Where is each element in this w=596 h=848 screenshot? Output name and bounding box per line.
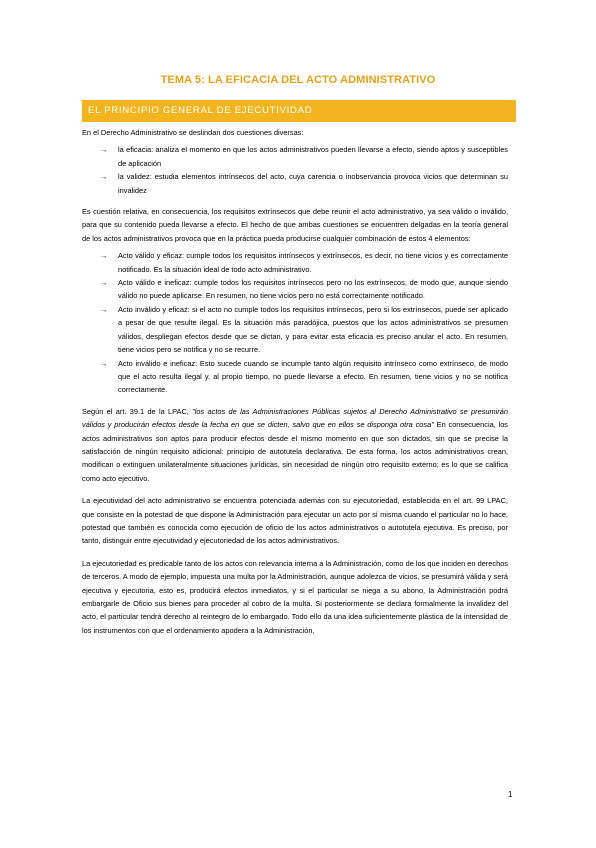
- section-heading-bar: [82, 100, 516, 122]
- arrow-icon: →: [100, 278, 108, 288]
- list-item-text: Acto válido y eficaz: cumple todos los requisitos intrínsecos y extrínsecos, es decir, no tiene vicios y es correctamente notificado. Es la situación ideal de todo acto administrativo.: [118, 251, 508, 274]
- paragraph-extrinsic-requirements: Es cuestión relativa, en consecuencia, los requisitos extrínsecos que debe reunir el acto administrativo, ya sea válido o inválido, para que su contenido pueda llevarse a efecto. El hecho de que ambas cuestiones se encuentren delgadas en la teoría general de los actos administrativos provoca que en la práctica pueda producirse cualquier combinación de estos 4 elementos:: [82, 207, 508, 243]
- paragraph-ejecutoriedad: La ejecutividad del acto administrativo se encuentra potenciada además con su ejecutoriedad, establecida en el art. 99 LPAC, que consiste en la potestad de que dispone la Administración para ejecutar un acto por sí misma cuando el particular no lo hace, potestad que también es conocida como ejecución de oficio de los actos administrativos o autotutela ejecutiva. Es preciso, por tanto, distinguir entre ejecutividad y ejecutoriedad de los actos administrativos.: [82, 496, 508, 546]
- paragraph-ejemplo-multa: La ejecutoriedad es predicable tanto de los actos con relevancia interna a la Administración, como de los que inciden en derechos de terceros. A modo de ejemplo, impuesta una multa por la Administración, aunque adolezca de vicios, se presumirá válida y será ejecutiva y ejecutoria, esto es, producirá efectos inmediatos, y si el particular se niega a su abono, la Administración podrá embargarle de Oficio sus bienes para proceder al cobro de la multa. Si posteriormente se declara formalmente la invalidez del acto, el particular tendrá derecho al reintegro de lo embargado. Todo ello da una idea suficientemente plástica de la intensidad de los instrumentos con que el ordenamiento apodera a la Administración,: [82, 558, 508, 635]
- paragraph-lead: Según el art. 39.1 de la LPAC,: [82, 406, 193, 416]
- document-body: [82, 122, 508, 637]
- page-number: 1: [508, 790, 513, 799]
- list-item-text: Acto válido e ineficaz: cumple todos los requisitos intrínsecos pero no los extrínsecos, de modo que, aunque siendo válido no puede aplicarse. En resumen, no tiene vicios pero no está correctamente notificado.: [118, 278, 508, 301]
- paragraph-art-39: [82, 405, 508, 485]
- arrow-icon: →: [100, 251, 108, 261]
- section-heading: EL PRINCIPIO GENERAL DE EJECUTIVIDAD: [88, 105, 313, 116]
- list-item-text: Acto inválido y eficaz: si el acto no cumple todos los requisitos intrínsecos, pero si los extrínsecos, puede ser aplicado a pesar de que resulte ilegal. Es la situación más paradójica, puestos que los actos administrativos se presumen válidos, despliegan efectos desde que se dictan, y para evitar esta eficacia es preciso anular el acto. En resumen, tiene vicios pero se notifica y no se recurre.: [118, 304, 508, 355]
- page-title: TEMA 5: LA EFICACIA DEL ACTO ADMINISTRATIVO: [160, 74, 436, 86]
- list-item: [82, 170, 508, 197]
- list-item: [82, 303, 508, 357]
- list-item: [82, 357, 508, 397]
- list-item: [82, 143, 508, 170]
- list-item: [82, 276, 508, 303]
- arrow-icon: →: [100, 304, 108, 314]
- legal-quote: "los actos de las Administraciones Públicas sujetos al Derecho Administrativo se presumirán válidos y producirán efectos desde la fecha en que se dicten, salvo que en ellos se disponga otra cosa": [82, 406, 508, 430]
- arrow-icon: →: [100, 145, 108, 155]
- arrow-icon: →: [100, 358, 108, 368]
- paragraph-rest: En consecuencia, los actos administrativos son aptos para producir efectos desde el mismo momento en que son dictados, sin que se precise la satisfacción de ningún requisito adicional: principio de autotutela declarativa. De esta forma, los actos administrativos crean, modifican o extinguen unilateralmente situaciones jurídicas, sin necesidad de ningún otro requisito externo; es lo que se califica como acto ejecutivo.: [82, 420, 508, 483]
- list-item: [82, 249, 508, 276]
- intro-paragraph: En el Derecho Administrativo se deslindan dos cuestiones diversas:: [82, 128, 304, 137]
- list-item-text: la eficacia: analiza el momento en que los actos administrativos pueden llevarse a efecto, siendo aptos y susceptibles de aplicación: [118, 145, 508, 168]
- validity-efficacy-list: [82, 143, 508, 197]
- list-item-text: Acto inválido e ineficaz: Esto sucede cuando se incumple tanto algún requisito intrínseco como extrínseco, de modo que el acto resulta ilegal y, al propio tiempo, no puede llevarse a efecto. En resumen, tiene vicios y no se notifica correctamente.: [118, 358, 508, 395]
- arrow-icon: →: [100, 172, 108, 182]
- list-item-text: la validez: estudia elementos intrínsecos del acto, cuya carencia o inobservancia provoca vicios que determinan su invalidez: [118, 172, 508, 195]
- combinations-list: [82, 249, 508, 396]
